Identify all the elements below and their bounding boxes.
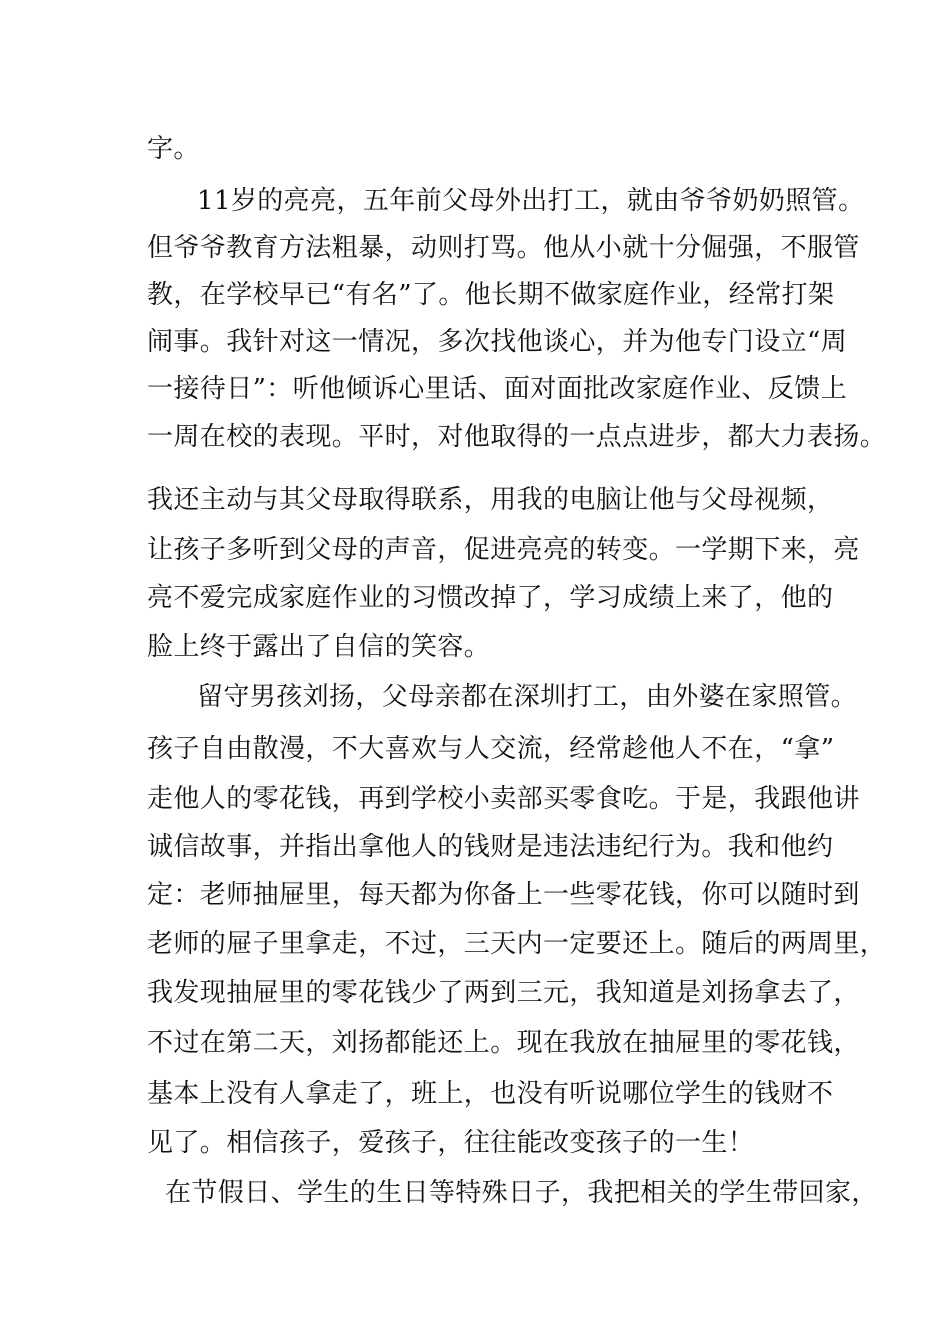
text-line-3: 但爷爷教育方法粗暴，动则打骂。他从小就十分倔强，不服管 bbox=[147, 233, 860, 263]
text-line-15: 诚信故事，并指出拿他人的钱财是违法违纪行为。我和他约 bbox=[147, 832, 834, 862]
text-line-10: 亮不爱完成家庭作业的习惯改掉了，学习成绩上来了，他的 bbox=[147, 583, 834, 613]
text-line-11: 脸上终于露出了自信的笑容。 bbox=[147, 632, 491, 662]
text-line-14: 走他人的零花钱，再到学校小卖部买零食吃。于是，我跟他讲 bbox=[147, 784, 860, 814]
text-line-2: 11岁的亮亮，五年前父母外出打工，就由爷爷奶奶照管。 bbox=[197, 186, 865, 216]
text-line-9: 让孩子多听到父母的声音，促进亮亮的转变。一学期下来，亮 bbox=[147, 535, 860, 565]
text-line-6: 一接待日”：听他倾诉心里话、面对面批改家庭作业、反馈上 bbox=[147, 374, 848, 404]
text-line-18: 我发现抽屉里的零花钱少了两到三元，我知道是刘扬拿去了， bbox=[147, 978, 860, 1008]
text-line-7: 一周在校的表现。平时，对他取得的一点点进步，都大力表扬。 bbox=[147, 422, 887, 452]
text-line-5: 闹事。我针对这一情况，多次找他谈心，并为他专门设立“周 bbox=[147, 327, 848, 357]
text-line-17: 老师的屉子里拿走，不过，三天内一定要还上。随后的两周里， bbox=[147, 929, 887, 959]
text-line-1: 字。 bbox=[147, 134, 200, 164]
text-line-19: 不过在第二天，刘扬都能还上。现在我放在抽屉里的零花钱， bbox=[147, 1028, 860, 1058]
text-line-20: 基本上没有人拿走了，班上，也没有听说哪位学生的钱财不 bbox=[147, 1079, 834, 1109]
text-line-16: 定：老师抽屉里，每天都为你备上一些零花钱，你可以随时到 bbox=[147, 880, 860, 910]
text-line-12: 留守男孩刘扬，父母亲都在深圳打工，由外婆在家照管。 bbox=[197, 682, 858, 712]
text-line-13: 孩子自由散漫，不大喜欢与人交流，经常趁他人不在，“拿” bbox=[147, 734, 835, 764]
text-line-4: 教，在学校早已“有名”了。他长期不做家庭作业，经常打架 bbox=[147, 280, 835, 310]
text-line-21: 见了。相信孩子，爱孩子，往往能改变孩子的一生！ bbox=[147, 1128, 755, 1158]
text-line-8: 我还主动与其父母取得联系，用我的电脑让他与父母视频， bbox=[147, 485, 834, 515]
text-line-22: 在节假日、学生的生日等特殊日子，我把相关的学生带回家， bbox=[165, 1178, 878, 1208]
